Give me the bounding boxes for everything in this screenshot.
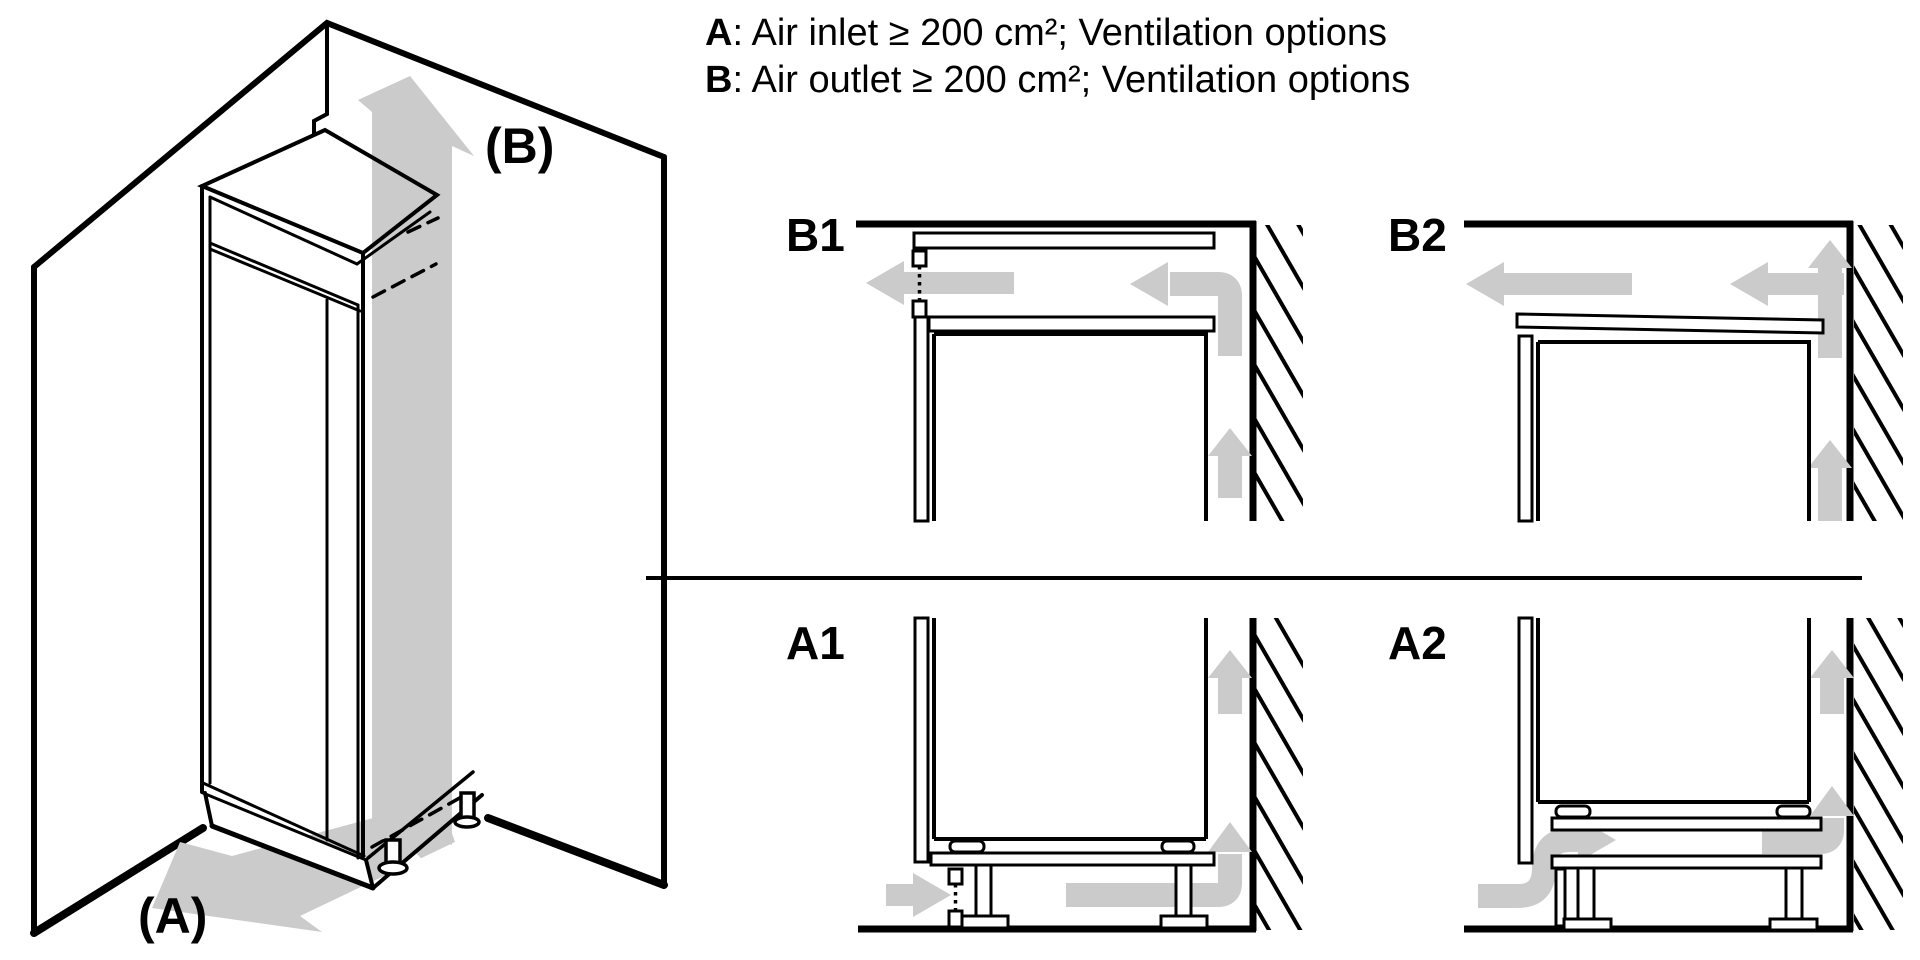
b2-riser-up-arrow	[1808, 240, 1852, 358]
a1-vent-top	[949, 869, 962, 884]
a1-leg-left-plate	[962, 916, 1008, 928]
a1-entry-arrow	[886, 873, 951, 917]
legend-key-b: B	[705, 59, 733, 101]
panel-b2-label: B2	[1388, 209, 1447, 261]
a1-leg-right-plate	[1161, 916, 1207, 928]
a2-base-panel	[1552, 818, 1821, 830]
panel-a2	[1388, 617, 1903, 931]
panel-b1	[786, 209, 1303, 521]
a2-foot-right	[1777, 806, 1810, 817]
a1-cabinet-outline	[934, 618, 1206, 839]
b2-lower-up-arrow	[1808, 440, 1852, 521]
a1-up-arrow	[1208, 650, 1252, 714]
b1-vent-bottom	[913, 301, 926, 317]
inlet-label: (A)	[138, 888, 208, 944]
legend-key-a: A	[705, 12, 733, 54]
isometric-overview	[34, 23, 664, 944]
b1-up-arrow	[1208, 428, 1252, 498]
b1-cabinet-outline	[934, 334, 1206, 521]
panel-a1	[786, 617, 1303, 931]
legend-line-air-inlet: A: Air inlet ≥ 200 cm²; Ventilation options	[705, 12, 1387, 54]
panel-a2-label: A2	[1388, 617, 1447, 669]
b2-door	[1519, 336, 1532, 521]
a1-bend-arrow-head	[1208, 822, 1252, 852]
a2-plinth-panel	[1552, 856, 1821, 868]
a2-leg-left	[1578, 868, 1594, 919]
b1-wall-hatching	[1256, 225, 1303, 521]
legend-line-air-outlet: B: Air outlet ≥ 200 cm²; Ventilation options	[705, 59, 1411, 101]
a2-door	[1519, 618, 1532, 863]
a1-foot-left	[950, 841, 984, 852]
a1-foot-right	[1162, 841, 1194, 852]
a1-vent-bottom	[949, 911, 962, 927]
a1-plinth-panel	[931, 853, 1214, 865]
a2-leg-right-plate	[1770, 919, 1817, 930]
a2-leg-left-plate	[1564, 919, 1611, 930]
a1-leg-right	[1176, 865, 1191, 916]
b2-wall-hatching	[1854, 225, 1903, 521]
a2-leg-right	[1786, 868, 1802, 919]
panel-b2	[1388, 209, 1903, 521]
b1-door	[915, 317, 928, 521]
b2-cabinet-top-panel	[1517, 314, 1823, 333]
a2-cabinet-outline	[1538, 618, 1809, 802]
a1-leg-left	[976, 865, 991, 916]
a2-foot-left	[1556, 806, 1590, 817]
b2-long-left-arrow	[1466, 262, 1632, 306]
b1-soffit-panel	[914, 233, 1214, 248]
panel-b1-label: B1	[786, 209, 845, 261]
b1-out-arrow	[866, 261, 1014, 305]
outlet-label: (B)	[485, 118, 555, 174]
a1-wall-hatching	[1256, 618, 1303, 930]
a2-toe-kick-strip	[1556, 869, 1565, 926]
panel-a1-label: A1	[786, 617, 845, 669]
b2-cabinet-outline	[1538, 342, 1809, 521]
b1-cabinet-top-panel	[929, 317, 1214, 331]
b1-bend-arrow-head	[1130, 262, 1168, 306]
outlet-airflow-arrow	[358, 76, 474, 845]
a1-door	[915, 618, 928, 862]
a2-wall-hatching	[1854, 618, 1903, 930]
b1-vent-top	[913, 251, 926, 266]
